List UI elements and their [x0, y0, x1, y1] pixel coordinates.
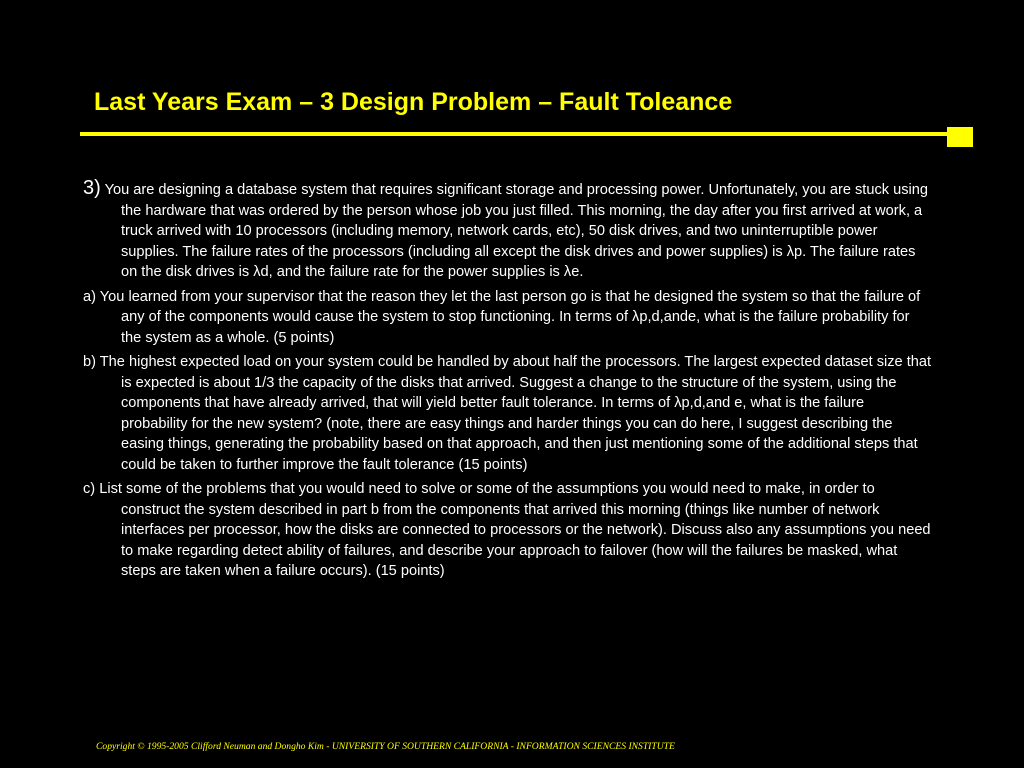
problem-intro: [83, 178, 933, 283]
title-accent-square: [947, 127, 973, 147]
problem-part-a: a) You learned from your supervisor that the reason they let the last person go is that he designed the system so that the failure of any of the components would cause the system to stop functioning. In terms of λp,d,ande, what is the failure probability for the system as a whole. (5 points): [83, 288, 921, 346]
copyright-footer: Copyright © 1995-2005 Clifford Neuman and Dongho Kim - UNIVERSITY OF SOUTHERN CALIFORNIA - INFORMATION SCIENCES INSTITUTE: [96, 741, 675, 752]
problem-number: 3): [83, 177, 101, 199]
title-underline: [80, 132, 948, 136]
slide-title: Last Years Exam – 3 Design Problem – Fault Toleance: [94, 88, 733, 116]
problem-intro-text: You are designing a database system that requires significant storage and processing power. Unfortunately, you are stuck using the hardware that was ordered by the person whose job you just filled. This morning, the day after you first arrived at work, a truck arrived with 10 processors (including memory, network cards, etc), 50 disk drives, and two uninterruptible power supplies. The failure rates of the processors (including all except the disk drives and power supplies) is λp. The failure rates on the disk drives is λd, and the failure rate for the power supplies is λe.: [104, 182, 929, 280]
problem-part-b: b) The highest expected load on your system could be handled by about half the processors. The largest expected dataset size that is expected is about 1/3 the capacity of the disks that arrived. Suggest a change to the structure of the system, using the components that have already arrived, that will yield better fault tolerance. In terms of λp,d,and e, what is the failure probability for the new system? (note, there are easy things and harder things you can do here, I suggest describing the easing things, generating the probability based on that approach, and then just mentioning some of the additional steps that could be taken to further improve the fault tolerance (15 points): [83, 354, 932, 473]
problem-part-c: c) List some of the problems that you would need to solve or some of the assumptions you would need to make, in order to construct the system described in part b from the components that arrived this morning (things like number of network interfaces per processor, how the disks are connected to processors or the network). Discuss also any assumptions you need to make regarding detect ability of failures, and describe your approach to failover (how will the failures be masked, what steps are taken when a failure occurs). (15 points): [83, 481, 931, 579]
slide-body: [83, 178, 933, 586]
